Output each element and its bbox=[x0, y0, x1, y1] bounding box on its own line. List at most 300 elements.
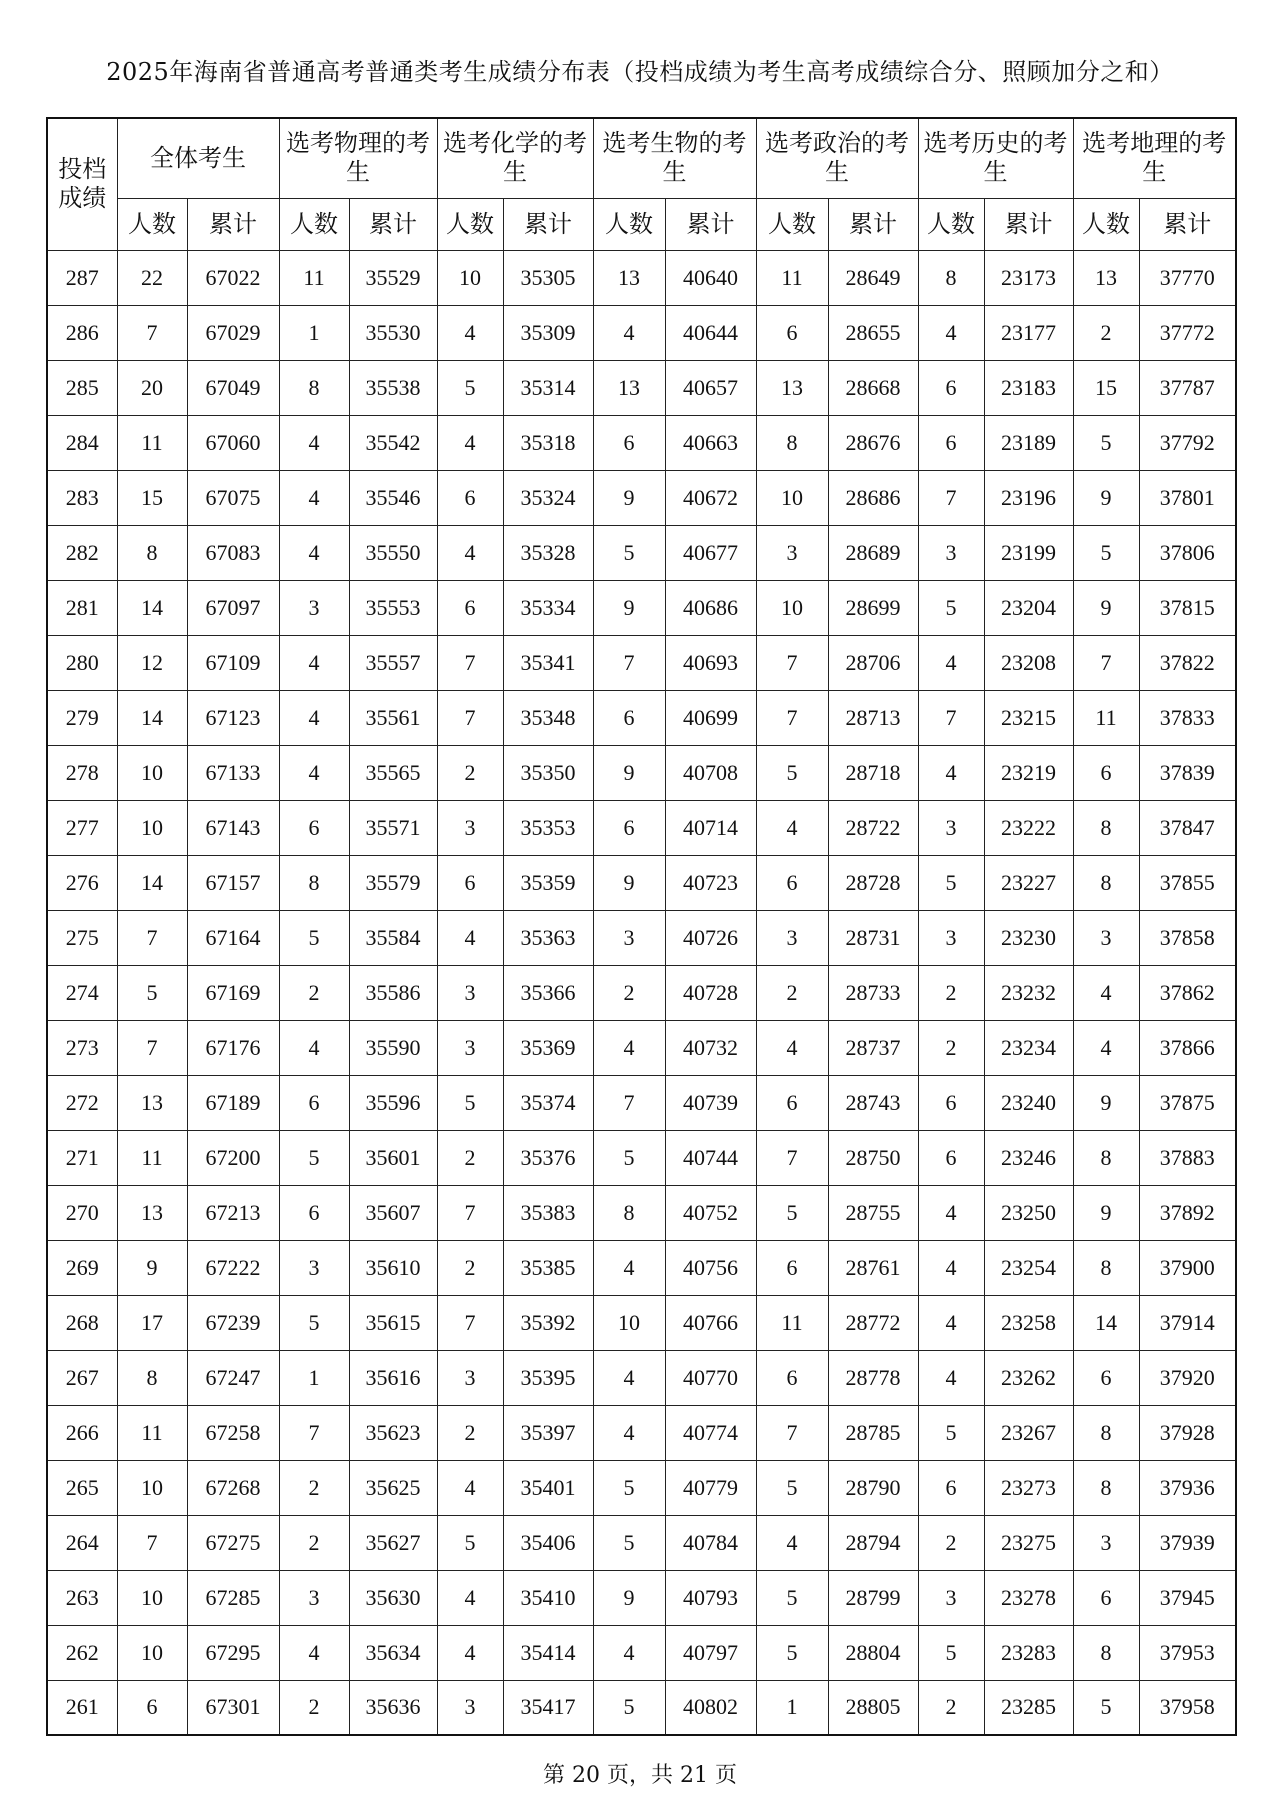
count-cell: 8 bbox=[1073, 800, 1139, 855]
count-cell: 4 bbox=[437, 910, 503, 965]
count-cell: 5 bbox=[756, 1460, 828, 1515]
group-header-all: 全体考生 bbox=[117, 118, 279, 198]
cumulative-cell: 37936 bbox=[1139, 1460, 1236, 1515]
count-cell: 9 bbox=[1073, 580, 1139, 635]
cumulative-cell: 28689 bbox=[828, 525, 918, 580]
count-cell: 8 bbox=[279, 360, 349, 415]
score-cell: 285 bbox=[47, 360, 117, 415]
table-row bbox=[47, 1240, 1236, 1295]
count-cell: 8 bbox=[1073, 855, 1139, 910]
count-cell: 4 bbox=[1073, 965, 1139, 1020]
cumulative-cell: 23227 bbox=[984, 855, 1073, 910]
score-cell: 276 bbox=[47, 855, 117, 910]
count-cell: 5 bbox=[593, 525, 665, 580]
cumulative-cell: 37855 bbox=[1139, 855, 1236, 910]
count-cell: 2 bbox=[279, 1515, 349, 1570]
count-cell: 10 bbox=[117, 1625, 187, 1680]
score-cell: 265 bbox=[47, 1460, 117, 1515]
count-cell: 4 bbox=[593, 1240, 665, 1295]
count-cell: 5 bbox=[117, 965, 187, 1020]
count-cell: 6 bbox=[279, 1185, 349, 1240]
cumulative-cell: 23246 bbox=[984, 1130, 1073, 1185]
cumulative-cell: 67123 bbox=[187, 690, 279, 745]
count-cell: 7 bbox=[756, 690, 828, 745]
cumulative-cell: 40766 bbox=[665, 1295, 756, 1350]
table-row bbox=[47, 1570, 1236, 1625]
cumulative-cell: 28718 bbox=[828, 745, 918, 800]
count-cell: 6 bbox=[918, 360, 984, 415]
cumulative-cell: 67258 bbox=[187, 1405, 279, 1460]
cumulative-cell: 35318 bbox=[503, 415, 593, 470]
score-cell: 267 bbox=[47, 1350, 117, 1405]
count-cell: 6 bbox=[1073, 1350, 1139, 1405]
cumulative-cell: 35634 bbox=[349, 1625, 437, 1680]
cumulative-cell: 67285 bbox=[187, 1570, 279, 1625]
count-cell: 6 bbox=[918, 1075, 984, 1130]
table-row bbox=[47, 1350, 1236, 1405]
cumulative-cell: 28728 bbox=[828, 855, 918, 910]
count-cell: 13 bbox=[756, 360, 828, 415]
count-cell: 5 bbox=[756, 745, 828, 800]
cumulative-cell: 35366 bbox=[503, 965, 593, 1020]
cumulative-cell: 40752 bbox=[665, 1185, 756, 1240]
count-cell: 2 bbox=[918, 1680, 984, 1735]
count-cell: 2 bbox=[279, 1680, 349, 1735]
cumulative-cell: 67083 bbox=[187, 525, 279, 580]
cumulative-cell: 37822 bbox=[1139, 635, 1236, 690]
count-cell: 5 bbox=[593, 1460, 665, 1515]
count-subheader: 人数 bbox=[756, 198, 828, 250]
count-cell: 4 bbox=[593, 1020, 665, 1075]
count-cell: 3 bbox=[918, 525, 984, 580]
count-cell: 8 bbox=[117, 1350, 187, 1405]
cumulative-cell: 28655 bbox=[828, 305, 918, 360]
cumulative-cell: 35392 bbox=[503, 1295, 593, 1350]
table-row bbox=[47, 1295, 1236, 1350]
count-cell: 4 bbox=[279, 745, 349, 800]
cumulative-cell: 23275 bbox=[984, 1515, 1073, 1570]
count-cell: 4 bbox=[918, 1240, 984, 1295]
cumulative-cell: 40728 bbox=[665, 965, 756, 1020]
cumulative-cell: 37801 bbox=[1139, 470, 1236, 525]
count-cell: 6 bbox=[1073, 745, 1139, 800]
cumulative-cell: 28750 bbox=[828, 1130, 918, 1185]
count-cell: 6 bbox=[593, 690, 665, 745]
score-cell: 266 bbox=[47, 1405, 117, 1460]
cumulative-cell: 35324 bbox=[503, 470, 593, 525]
cumulative-cell: 35374 bbox=[503, 1075, 593, 1130]
count-cell: 7 bbox=[437, 1295, 503, 1350]
score-cell: 282 bbox=[47, 525, 117, 580]
cumulative-cell: 40756 bbox=[665, 1240, 756, 1295]
document-title: 2025年海南省普通高考普通类考生成绩分布表（投档成绩为考生高考成绩综合分、照顾加分之和） bbox=[106, 58, 1174, 86]
cumulative-cell: 23204 bbox=[984, 580, 1073, 635]
cumulative-cell: 67157 bbox=[187, 855, 279, 910]
cumulative-cell: 35538 bbox=[349, 360, 437, 415]
cumulative-subheader: 累计 bbox=[503, 198, 593, 250]
count-cell: 8 bbox=[1073, 1405, 1139, 1460]
count-cell: 10 bbox=[117, 745, 187, 800]
count-cell: 5 bbox=[279, 910, 349, 965]
cumulative-cell: 28699 bbox=[828, 580, 918, 635]
count-cell: 3 bbox=[1073, 1515, 1139, 1570]
count-cell: 14 bbox=[1073, 1295, 1139, 1350]
count-cell: 2 bbox=[918, 965, 984, 1020]
count-cell: 14 bbox=[117, 690, 187, 745]
count-cell: 4 bbox=[756, 1020, 828, 1075]
cumulative-cell: 40732 bbox=[665, 1020, 756, 1075]
count-cell: 8 bbox=[918, 250, 984, 305]
count-cell: 3 bbox=[593, 910, 665, 965]
cumulative-cell: 37953 bbox=[1139, 1625, 1236, 1680]
cumulative-cell: 37875 bbox=[1139, 1075, 1236, 1130]
group-header-politics: 选考政治的考生 bbox=[756, 118, 918, 198]
score-cell: 284 bbox=[47, 415, 117, 470]
cumulative-cell: 35584 bbox=[349, 910, 437, 965]
cumulative-cell: 67239 bbox=[187, 1295, 279, 1350]
count-cell: 2 bbox=[593, 965, 665, 1020]
score-cell: 278 bbox=[47, 745, 117, 800]
count-cell: 11 bbox=[756, 250, 828, 305]
count-cell: 5 bbox=[918, 855, 984, 910]
cumulative-cell: 37847 bbox=[1139, 800, 1236, 855]
table-row bbox=[47, 635, 1236, 690]
cumulative-cell: 37945 bbox=[1139, 1570, 1236, 1625]
count-cell: 20 bbox=[117, 360, 187, 415]
cumulative-subheader: 累计 bbox=[187, 198, 279, 250]
cumulative-cell: 67060 bbox=[187, 415, 279, 470]
count-cell: 10 bbox=[437, 250, 503, 305]
cumulative-cell: 67109 bbox=[187, 635, 279, 690]
count-cell: 5 bbox=[918, 1405, 984, 1460]
count-cell: 4 bbox=[593, 305, 665, 360]
cumulative-cell: 67222 bbox=[187, 1240, 279, 1295]
cumulative-cell: 37900 bbox=[1139, 1240, 1236, 1295]
score-cell: 264 bbox=[47, 1515, 117, 1570]
count-cell: 8 bbox=[117, 525, 187, 580]
count-cell: 5 bbox=[437, 1075, 503, 1130]
count-cell: 14 bbox=[117, 855, 187, 910]
table-row bbox=[47, 525, 1236, 580]
cumulative-cell: 23262 bbox=[984, 1350, 1073, 1405]
cumulative-cell: 35601 bbox=[349, 1130, 437, 1185]
cumulative-cell: 67176 bbox=[187, 1020, 279, 1075]
table-row bbox=[47, 360, 1236, 415]
count-cell: 14 bbox=[117, 580, 187, 635]
count-cell: 4 bbox=[279, 525, 349, 580]
cumulative-cell: 40793 bbox=[665, 1570, 756, 1625]
cumulative-cell: 67143 bbox=[187, 800, 279, 855]
table-row bbox=[47, 470, 1236, 525]
cumulative-cell: 35341 bbox=[503, 635, 593, 690]
count-cell: 4 bbox=[279, 690, 349, 745]
cumulative-cell: 35363 bbox=[503, 910, 593, 965]
cumulative-cell: 67169 bbox=[187, 965, 279, 1020]
count-cell: 7 bbox=[593, 635, 665, 690]
table-row bbox=[47, 1020, 1236, 1075]
count-cell: 5 bbox=[1073, 1680, 1139, 1735]
count-cell: 7 bbox=[756, 1130, 828, 1185]
cumulative-cell: 37862 bbox=[1139, 965, 1236, 1020]
score-cell: 274 bbox=[47, 965, 117, 1020]
cumulative-cell: 23189 bbox=[984, 415, 1073, 470]
score-cell: 268 bbox=[47, 1295, 117, 1350]
count-cell: 4 bbox=[918, 1185, 984, 1240]
cumulative-cell: 35350 bbox=[503, 745, 593, 800]
count-cell: 5 bbox=[593, 1130, 665, 1185]
count-subheader: 人数 bbox=[117, 198, 187, 250]
cumulative-cell: 23183 bbox=[984, 360, 1073, 415]
cumulative-cell: 37939 bbox=[1139, 1515, 1236, 1570]
cumulative-cell: 40677 bbox=[665, 525, 756, 580]
count-cell: 10 bbox=[117, 800, 187, 855]
count-cell: 6 bbox=[756, 1240, 828, 1295]
cumulative-cell: 23222 bbox=[984, 800, 1073, 855]
cumulative-cell: 35546 bbox=[349, 470, 437, 525]
count-cell: 10 bbox=[756, 470, 828, 525]
cumulative-cell: 35410 bbox=[503, 1570, 593, 1625]
cumulative-cell: 35376 bbox=[503, 1130, 593, 1185]
count-cell: 4 bbox=[279, 1020, 349, 1075]
count-subheader: 人数 bbox=[593, 198, 665, 250]
count-cell: 4 bbox=[918, 1295, 984, 1350]
count-cell: 17 bbox=[117, 1295, 187, 1350]
count-cell: 3 bbox=[1073, 910, 1139, 965]
cumulative-cell: 40779 bbox=[665, 1460, 756, 1515]
score-cell: 280 bbox=[47, 635, 117, 690]
count-cell: 4 bbox=[918, 305, 984, 360]
cumulative-cell: 37839 bbox=[1139, 745, 1236, 800]
table-row bbox=[47, 800, 1236, 855]
count-cell: 2 bbox=[437, 745, 503, 800]
count-cell: 6 bbox=[437, 580, 503, 635]
cumulative-cell: 23196 bbox=[984, 470, 1073, 525]
count-cell: 7 bbox=[117, 1515, 187, 1570]
count-cell: 5 bbox=[918, 580, 984, 635]
cumulative-cell: 35414 bbox=[503, 1625, 593, 1680]
cumulative-cell: 37883 bbox=[1139, 1130, 1236, 1185]
count-cell: 11 bbox=[756, 1295, 828, 1350]
cumulative-cell: 28706 bbox=[828, 635, 918, 690]
cumulative-cell: 23240 bbox=[984, 1075, 1073, 1130]
cumulative-cell: 67200 bbox=[187, 1130, 279, 1185]
count-cell: 2 bbox=[918, 1020, 984, 1075]
cumulative-cell: 35353 bbox=[503, 800, 593, 855]
cumulative-cell: 37958 bbox=[1139, 1680, 1236, 1735]
count-cell: 3 bbox=[756, 910, 828, 965]
score-cell: 262 bbox=[47, 1625, 117, 1680]
cumulative-cell: 28737 bbox=[828, 1020, 918, 1075]
table-row bbox=[47, 1185, 1236, 1240]
count-cell: 1 bbox=[756, 1680, 828, 1735]
count-cell: 3 bbox=[279, 1240, 349, 1295]
table-row bbox=[47, 1625, 1236, 1680]
count-cell: 2 bbox=[918, 1515, 984, 1570]
cumulative-cell: 23215 bbox=[984, 690, 1073, 745]
count-cell: 6 bbox=[279, 800, 349, 855]
cumulative-cell: 35397 bbox=[503, 1405, 593, 1460]
count-cell: 4 bbox=[918, 635, 984, 690]
count-cell: 22 bbox=[117, 250, 187, 305]
count-cell: 4 bbox=[437, 1570, 503, 1625]
score-cell: 261 bbox=[47, 1680, 117, 1735]
cumulative-cell: 35542 bbox=[349, 415, 437, 470]
count-cell: 5 bbox=[279, 1295, 349, 1350]
cumulative-cell: 35385 bbox=[503, 1240, 593, 1295]
cumulative-cell: 23250 bbox=[984, 1185, 1073, 1240]
count-cell: 9 bbox=[1073, 1185, 1139, 1240]
score-cell: 269 bbox=[47, 1240, 117, 1295]
count-cell: 8 bbox=[279, 855, 349, 910]
cumulative-cell: 40672 bbox=[665, 470, 756, 525]
cumulative-cell: 35328 bbox=[503, 525, 593, 580]
count-cell: 13 bbox=[117, 1075, 187, 1130]
count-cell: 5 bbox=[593, 1515, 665, 1570]
cumulative-cell: 35417 bbox=[503, 1680, 593, 1735]
cumulative-cell: 35395 bbox=[503, 1350, 593, 1405]
cumulative-cell: 67295 bbox=[187, 1625, 279, 1680]
cumulative-cell: 67075 bbox=[187, 470, 279, 525]
cumulative-cell: 28799 bbox=[828, 1570, 918, 1625]
count-cell: 7 bbox=[918, 690, 984, 745]
count-cell: 7 bbox=[117, 305, 187, 360]
count-cell: 3 bbox=[437, 1680, 503, 1735]
count-subheader: 人数 bbox=[1073, 198, 1139, 250]
count-cell: 7 bbox=[279, 1405, 349, 1460]
cumulative-cell: 40797 bbox=[665, 1625, 756, 1680]
score-cell: 279 bbox=[47, 690, 117, 745]
cumulative-cell: 40693 bbox=[665, 635, 756, 690]
cumulative-cell: 23177 bbox=[984, 305, 1073, 360]
count-cell: 6 bbox=[918, 1460, 984, 1515]
group-header-chemistry: 选考化学的考生 bbox=[437, 118, 593, 198]
count-cell: 8 bbox=[1073, 1240, 1139, 1295]
count-cell: 5 bbox=[1073, 415, 1139, 470]
count-cell: 15 bbox=[117, 470, 187, 525]
cumulative-cell: 40784 bbox=[665, 1515, 756, 1570]
count-cell: 4 bbox=[437, 1625, 503, 1680]
score-cell: 287 bbox=[47, 250, 117, 305]
cumulative-cell: 35623 bbox=[349, 1405, 437, 1460]
cumulative-cell: 67029 bbox=[187, 305, 279, 360]
count-cell: 9 bbox=[593, 1570, 665, 1625]
count-cell: 5 bbox=[918, 1625, 984, 1680]
cumulative-cell: 35625 bbox=[349, 1460, 437, 1515]
count-cell: 6 bbox=[117, 1680, 187, 1735]
cumulative-subheader: 累计 bbox=[1139, 198, 1236, 250]
count-cell: 9 bbox=[117, 1240, 187, 1295]
count-cell: 2 bbox=[437, 1405, 503, 1460]
cumulative-cell: 23254 bbox=[984, 1240, 1073, 1295]
cumulative-cell: 28676 bbox=[828, 415, 918, 470]
count-cell: 5 bbox=[437, 360, 503, 415]
cumulative-cell: 35401 bbox=[503, 1460, 593, 1515]
count-cell: 6 bbox=[437, 855, 503, 910]
score-cell: 273 bbox=[47, 1020, 117, 1075]
count-cell: 9 bbox=[593, 745, 665, 800]
cumulative-cell: 35383 bbox=[503, 1185, 593, 1240]
score-cell: 263 bbox=[47, 1570, 117, 1625]
cumulative-cell: 23285 bbox=[984, 1680, 1073, 1735]
count-subheader: 人数 bbox=[918, 198, 984, 250]
count-cell: 4 bbox=[756, 800, 828, 855]
count-cell: 5 bbox=[756, 1570, 828, 1625]
count-cell: 4 bbox=[1073, 1020, 1139, 1075]
table-row bbox=[47, 580, 1236, 635]
cumulative-subheader: 累计 bbox=[828, 198, 918, 250]
cumulative-cell: 35334 bbox=[503, 580, 593, 635]
count-cell: 7 bbox=[117, 910, 187, 965]
count-cell: 4 bbox=[918, 745, 984, 800]
cumulative-cell: 40644 bbox=[665, 305, 756, 360]
count-cell: 4 bbox=[918, 1350, 984, 1405]
count-cell: 5 bbox=[279, 1130, 349, 1185]
score-cell: 272 bbox=[47, 1075, 117, 1130]
count-cell: 8 bbox=[1073, 1130, 1139, 1185]
cumulative-cell: 23208 bbox=[984, 635, 1073, 690]
count-cell: 7 bbox=[918, 470, 984, 525]
table-row bbox=[47, 910, 1236, 965]
cumulative-cell: 23234 bbox=[984, 1020, 1073, 1075]
cumulative-cell: 28790 bbox=[828, 1460, 918, 1515]
cumulative-cell: 23199 bbox=[984, 525, 1073, 580]
count-cell: 10 bbox=[593, 1295, 665, 1350]
table-row bbox=[47, 1130, 1236, 1185]
cumulative-cell: 40723 bbox=[665, 855, 756, 910]
count-cell: 11 bbox=[1073, 690, 1139, 745]
cumulative-cell: 67268 bbox=[187, 1460, 279, 1515]
cumulative-cell: 67022 bbox=[187, 250, 279, 305]
cumulative-cell: 28649 bbox=[828, 250, 918, 305]
cumulative-cell: 67164 bbox=[187, 910, 279, 965]
count-cell: 3 bbox=[918, 910, 984, 965]
cumulative-cell: 35590 bbox=[349, 1020, 437, 1075]
cumulative-cell: 35561 bbox=[349, 690, 437, 745]
count-cell: 4 bbox=[279, 470, 349, 525]
count-cell: 4 bbox=[437, 1460, 503, 1515]
count-cell: 13 bbox=[593, 360, 665, 415]
cumulative-cell: 35627 bbox=[349, 1515, 437, 1570]
cumulative-cell: 35610 bbox=[349, 1240, 437, 1295]
cumulative-cell: 37833 bbox=[1139, 690, 1236, 745]
count-cell: 4 bbox=[593, 1350, 665, 1405]
cumulative-cell: 35615 bbox=[349, 1295, 437, 1350]
count-cell: 7 bbox=[593, 1075, 665, 1130]
cumulative-cell: 37792 bbox=[1139, 415, 1236, 470]
count-cell: 6 bbox=[918, 415, 984, 470]
count-cell: 2 bbox=[1073, 305, 1139, 360]
cumulative-cell: 67133 bbox=[187, 745, 279, 800]
count-cell: 4 bbox=[593, 1405, 665, 1460]
count-subheader: 人数 bbox=[437, 198, 503, 250]
cumulative-cell: 40744 bbox=[665, 1130, 756, 1185]
cumulative-cell: 37806 bbox=[1139, 525, 1236, 580]
cumulative-cell: 40686 bbox=[665, 580, 756, 635]
cumulative-subheader: 累计 bbox=[984, 198, 1073, 250]
table-row bbox=[47, 250, 1236, 305]
cumulative-cell: 35616 bbox=[349, 1350, 437, 1405]
cumulative-cell: 67247 bbox=[187, 1350, 279, 1405]
cumulative-cell: 35359 bbox=[503, 855, 593, 910]
cumulative-cell: 28733 bbox=[828, 965, 918, 1020]
count-cell: 3 bbox=[279, 1570, 349, 1625]
count-cell: 6 bbox=[756, 305, 828, 360]
count-cell: 3 bbox=[279, 580, 349, 635]
cumulative-cell: 35607 bbox=[349, 1185, 437, 1240]
table-row bbox=[47, 965, 1236, 1020]
cumulative-cell: 37892 bbox=[1139, 1185, 1236, 1240]
cumulative-cell: 40770 bbox=[665, 1350, 756, 1405]
